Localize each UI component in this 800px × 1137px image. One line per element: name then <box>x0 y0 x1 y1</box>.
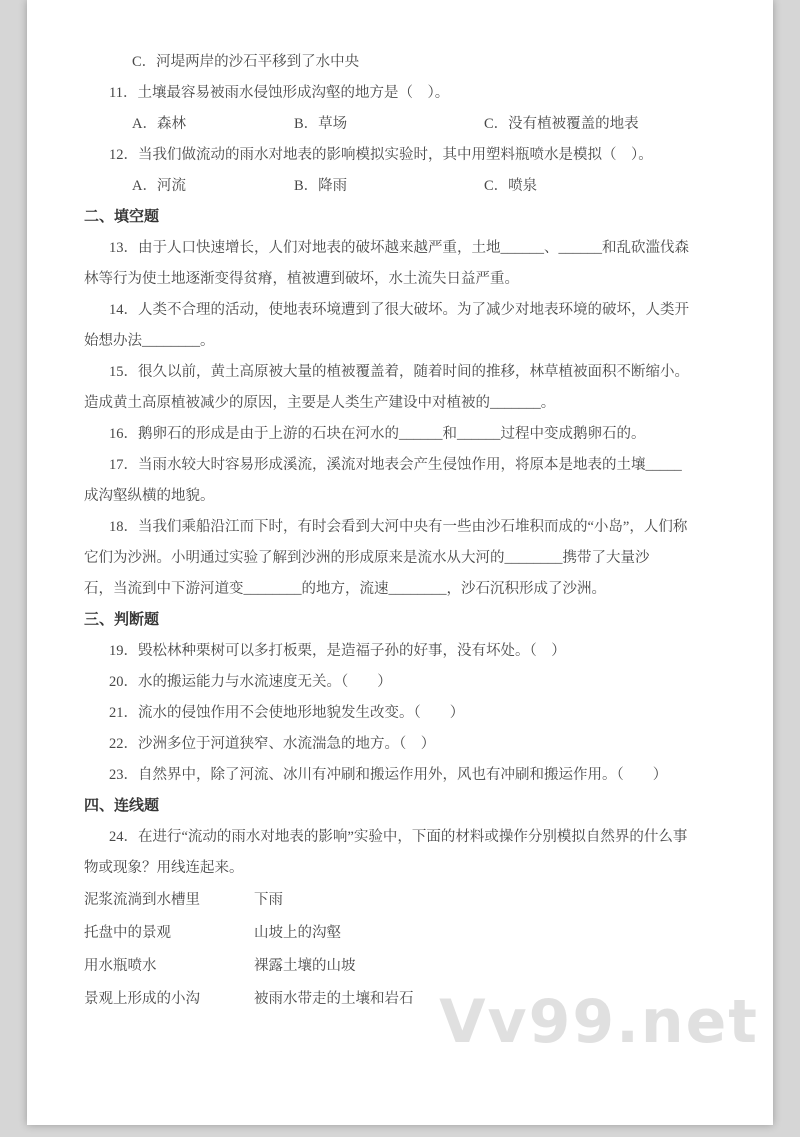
doc-text-line: 24．在进行“流动的雨水对地表的影响”实验中，下面的材料或操作分别模拟自然界的什么事 <box>109 829 688 845</box>
match-left-item: 托盘中的景观 <box>84 925 171 941</box>
section-header: 二、填空题 <box>84 209 160 225</box>
doc-text-line: 21．流水的侵蚀作用不会使地形地貌发生改变。（ ） <box>109 705 465 721</box>
document-lines <box>84 47 720 1016</box>
doc-text-line: 11．土壤最容易被雨水侵蚀形成沟壑的地方是（ ）。 <box>109 85 450 101</box>
match-left-item: 景观上形成的小沟 <box>84 991 200 1007</box>
doc-text-line: 它们为沙洲。小明通过实验了解到沙洲的形成原来是流水从大河的________携带了大量沙 <box>84 550 650 566</box>
option-label: C．喷泉 <box>484 178 538 194</box>
match-right-item: 裸露土壤的山坡 <box>254 958 356 974</box>
match-right-item: 山坡上的沟壑 <box>254 925 341 941</box>
doc-text-line: 14．人类不合理的活动，使地表环境遭到了很大破坏。为了减少对地表环境的破坏，人类开 <box>109 302 689 318</box>
doc-text-line: 22．沙洲多位于河道狭窄、水流湍急的地方。（ ） <box>109 736 436 752</box>
doc-text-line: 20．水的搬运能力与水流速度无关。（ ） <box>109 674 392 690</box>
match-row <box>84 983 720 1016</box>
match-left-item: 泥浆流淌到水槽里 <box>84 892 200 908</box>
doc-text-line: 造成黄土高原植被减少的原因，主要是人类生产建设中对植被的_______。 <box>84 395 556 411</box>
doc-text-line: 石，当流到中下游河道变________的地方，流速________，沙石沉积形成了沙洲。 <box>84 581 606 597</box>
option-label: B．草场 <box>294 116 348 132</box>
option-label: A．森林 <box>132 116 186 132</box>
match-right-item: 被雨水带走的土壤和岩石 <box>254 991 414 1007</box>
doc-text-line: 16．鹅卵石的形成是由于上游的石块在河水的______和______过程中变成鹅卵石的。 <box>109 426 646 442</box>
option-label: B．降雨 <box>294 178 348 194</box>
doc-text-line: C．河堤两岸的沙石平移到了水中央 <box>132 54 360 70</box>
doc-text-line: 23．自然界中，除了河流、冰川有冲刷和搬运作用外，风也有冲刷和搬运作用。（ ） <box>109 767 668 783</box>
section-header: 三、判断题 <box>84 612 160 628</box>
section-header: 四、连线题 <box>84 798 160 814</box>
doc-text-line: 始想办法________。 <box>84 333 215 349</box>
match-right-item: 下雨 <box>254 892 283 908</box>
option-label: A．河流 <box>132 178 186 194</box>
doc-text-line: 12．当我们做流动的雨水对地表的影响模拟实验时，其中用塑料瓶喷水是模拟（ ）。 <box>109 147 653 163</box>
doc-text-line: 13．由于人口快速增长，人们对地表的破坏越来越严重，土地______、______和乱砍滥伐森 <box>109 240 689 256</box>
watermark: Vv99.net <box>439 987 759 1057</box>
doc-text-line: 18．当我们乘船沿江而下时，有时会看到大河中央有一些由沙石堆积而成的“小岛”，人们称 <box>109 519 688 535</box>
doc-text-line: 19．毁松林种栗树可以多打板栗，是造福子孙的好事，没有坏处。（ ） <box>109 643 566 659</box>
options-row <box>84 109 720 140</box>
options-row <box>84 171 720 202</box>
doc-text-line: 成沟壑纵横的地貌。 <box>84 488 215 504</box>
match-row <box>84 884 720 917</box>
match-row <box>84 917 720 950</box>
doc-text-line: 15．很久以前，黄土高原被大量的植被覆盖着，随着时间的推移，林草植被面积不断缩小。 <box>109 364 689 380</box>
doc-text-line: 17．当雨水较大时容易形成溪流，溪流对地表会产生侵蚀作用，将原本是地表的土壤_____ <box>109 457 682 473</box>
doc-text-line: 物或现象？用线连起来。 <box>84 860 244 876</box>
match-left-item: 用水瓶喷水 <box>84 958 157 974</box>
match-row <box>84 950 720 983</box>
doc-text-line: 林等行为使土地逐渐变得贫瘠，植被遭到破坏，水土流失日益严重。 <box>84 271 519 287</box>
option-label: C．没有植被覆盖的地表 <box>484 116 639 132</box>
document-page <box>27 0 773 1125</box>
